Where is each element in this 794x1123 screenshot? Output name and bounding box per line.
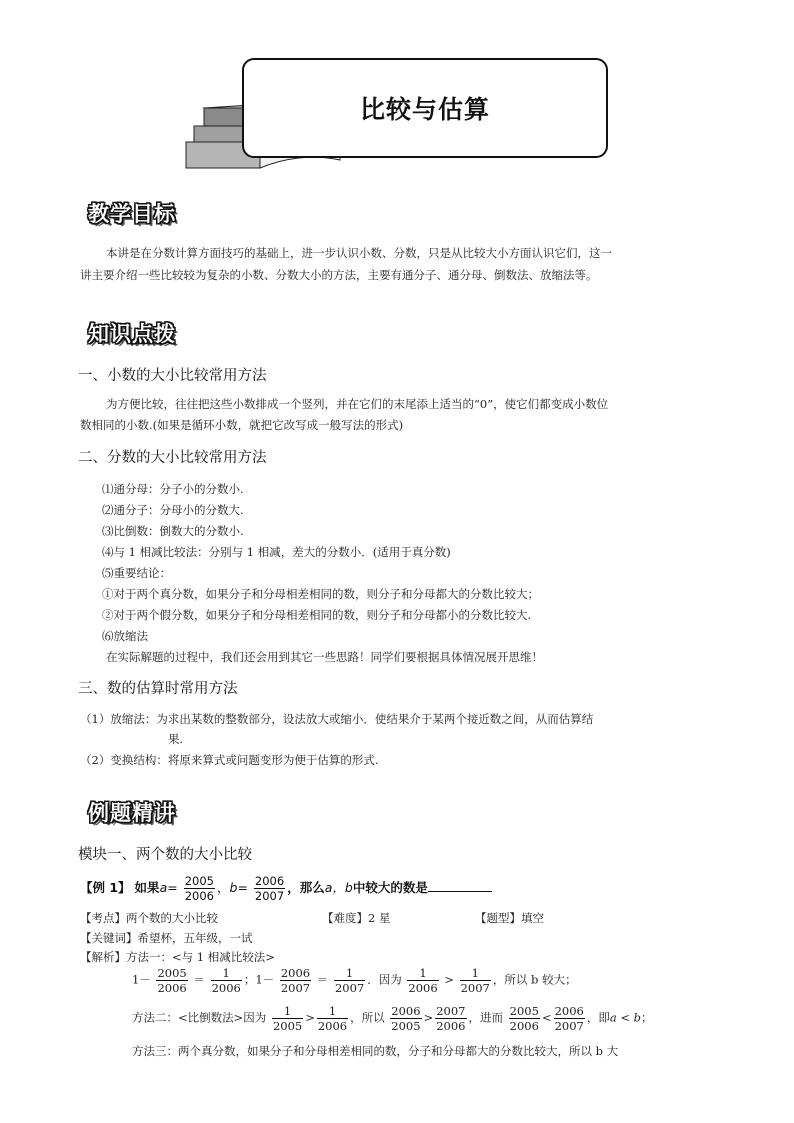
question-ab: a，b [324, 880, 353, 895]
fraction: $\frac{1}{2006}$ [317, 1004, 348, 1033]
fraction: $\frac{1}{2007}$ [334, 966, 365, 995]
goals-line-1: 本讲是在分数计算方面技巧的基础上，进一步认识小数、分数，只是从比较大小方面认识它们，这一 [106, 246, 612, 260]
page-title: 比较与估算 [359, 95, 490, 124]
answer-blank [428, 879, 492, 892]
fraction: $\frac{1}{2006}$ [211, 966, 241, 995]
fraction-item: ⑵通分子：分母小的分数大. [102, 503, 244, 517]
estimation-item-1: （1）放缩法：为求出某数的整数部分，设法放大或缩小．使结果介于某两个接近数之间，从而估算结 [80, 712, 594, 726]
fraction-item: ⑷与 1 相减比较法：分别与 1 相减，差大的分数小．(适用于真分数) [102, 545, 451, 559]
goals-line-2: 讲主要介绍一些比较较为复杂的小数、分数大小的方法，主要有通分子、通分母、倒数法、放缩法等。 [80, 268, 598, 282]
eq-sign: = [167, 880, 178, 895]
var-b: b [229, 880, 238, 895]
fraction: $\frac{1}{2005}$ [272, 1004, 303, 1033]
section-goals-heading: 教学目标 [88, 202, 176, 226]
fraction-item: ①对于两个真分数，如果分子和分母相差相同的数，则分子和分母都大的分数比较大； [102, 587, 539, 601]
analysis-heading: 【解析】方法一：<与 1 相减比较法> [80, 950, 275, 964]
nandu: 【难度】2 星 [322, 911, 391, 925]
comma: ， [216, 880, 230, 895]
section-examples-heading: 例题精讲 [88, 801, 176, 825]
fraction: $\frac{2007}{2006}$ [436, 1004, 466, 1033]
kaodian: 【考点】两个数的大小比较 [80, 911, 218, 925]
fraction-item: ⑴通分母：分子小的分数小. [102, 482, 244, 496]
method-2-line: 方法二：<比倒数法>因为 $\frac{1}{2005}$ > $\frac{1}{2006}$ ，所以 $\frac{2006}{2005}$ > $\frac{2007}{2006}$ ，进而 $\frac{2005}{2006}$ < $\frac{2006}{2007}$ ，即a < b； [132, 1004, 653, 1033]
estimation-item-1-cont: 果. [168, 732, 184, 746]
fraction-item: ②对于两个假分数，如果分子和分母相差相同的数，则分子和分母都小的分数比较大. [102, 608, 532, 622]
var-a: a [159, 880, 168, 895]
fraction: $\frac{1}{2007}$ [460, 966, 490, 995]
question-suffix: 中较大的数是 [352, 880, 428, 895]
heading-fraction-compare: 二、分数的大小比较常用方法 [78, 450, 267, 466]
example-1-question [80, 874, 492, 903]
fraction: $\frac{2006}{2007}$ [280, 966, 311, 995]
example-label: 【例 1】 [80, 880, 131, 895]
decimal-line-1: 为方便比较，往往把这些小数排成一个竖列，并在它们的末尾添上适当的“0”，使它们都变成小数位 [106, 397, 609, 411]
eq-sign: = [237, 880, 248, 895]
method-1-line: 1－ $\frac{2005}{2006}$ ＝ $\frac{1}{2006}$ ；1－ $\frac{2006}{2007}$ ＝ $\frac{1}{2007}$ ．因为 $\frac{1}{2006}$ > $\frac{1}{2007}$ ，所以 b 较大； [132, 966, 577, 995]
question-prefix: 如果 [134, 880, 160, 895]
method-3-line: 方法三：两个真分数，如果分子和分母相差相同的数，分子和分母都大的分数比较大，所以 b 大 [132, 1044, 619, 1058]
fraction: $\frac{2006}{2005}$ [391, 1004, 421, 1033]
fraction: $\frac{2005}{2006}$ [509, 1004, 539, 1033]
fraction-2005-2006: $\frac{2005}{2006}$ [184, 874, 214, 903]
keywords: 【关键词】希望杯，五年级，一试 [80, 931, 253, 945]
question-then: ，那么 [287, 880, 325, 895]
heading-estimation: 三、数的估算时常用方法 [78, 681, 238, 697]
fraction: $\frac{2006}{2007}$ [554, 1004, 584, 1033]
tixing: 【题型】填空 [475, 911, 544, 925]
fraction: $\frac{2005}{2006}$ [157, 966, 187, 995]
heading-decimal-compare: 一、小数的大小比较常用方法 [78, 368, 267, 384]
fraction-item: ⑹放缩法 [102, 629, 148, 643]
fraction: $\frac{1}{2006}$ [408, 966, 438, 995]
fraction-item: ⑶比倒数：倒数大的分数小. [102, 524, 244, 538]
fraction-2006-2007: $\frac{2006}{2007}$ [254, 874, 285, 903]
estimation-item-2: （2）变换结构：将原来算式或问题变形为便于估算的形式. [80, 753, 379, 767]
fraction-item: 在实际解题的过程中，我们还会用到其它一些思路！同学们要根据具体情况展开思维！ [106, 650, 543, 664]
title-box [242, 58, 608, 158]
module-heading: 模块一、两个数的大小比较 [78, 847, 252, 863]
fraction-item: ⑸重要结论： [102, 566, 171, 580]
decimal-line-2: 数相同的小数.(如果是循环小数，就把它改写成一般写法的形式) [80, 418, 404, 432]
section-knowledge-heading: 知识点拨 [88, 322, 176, 346]
